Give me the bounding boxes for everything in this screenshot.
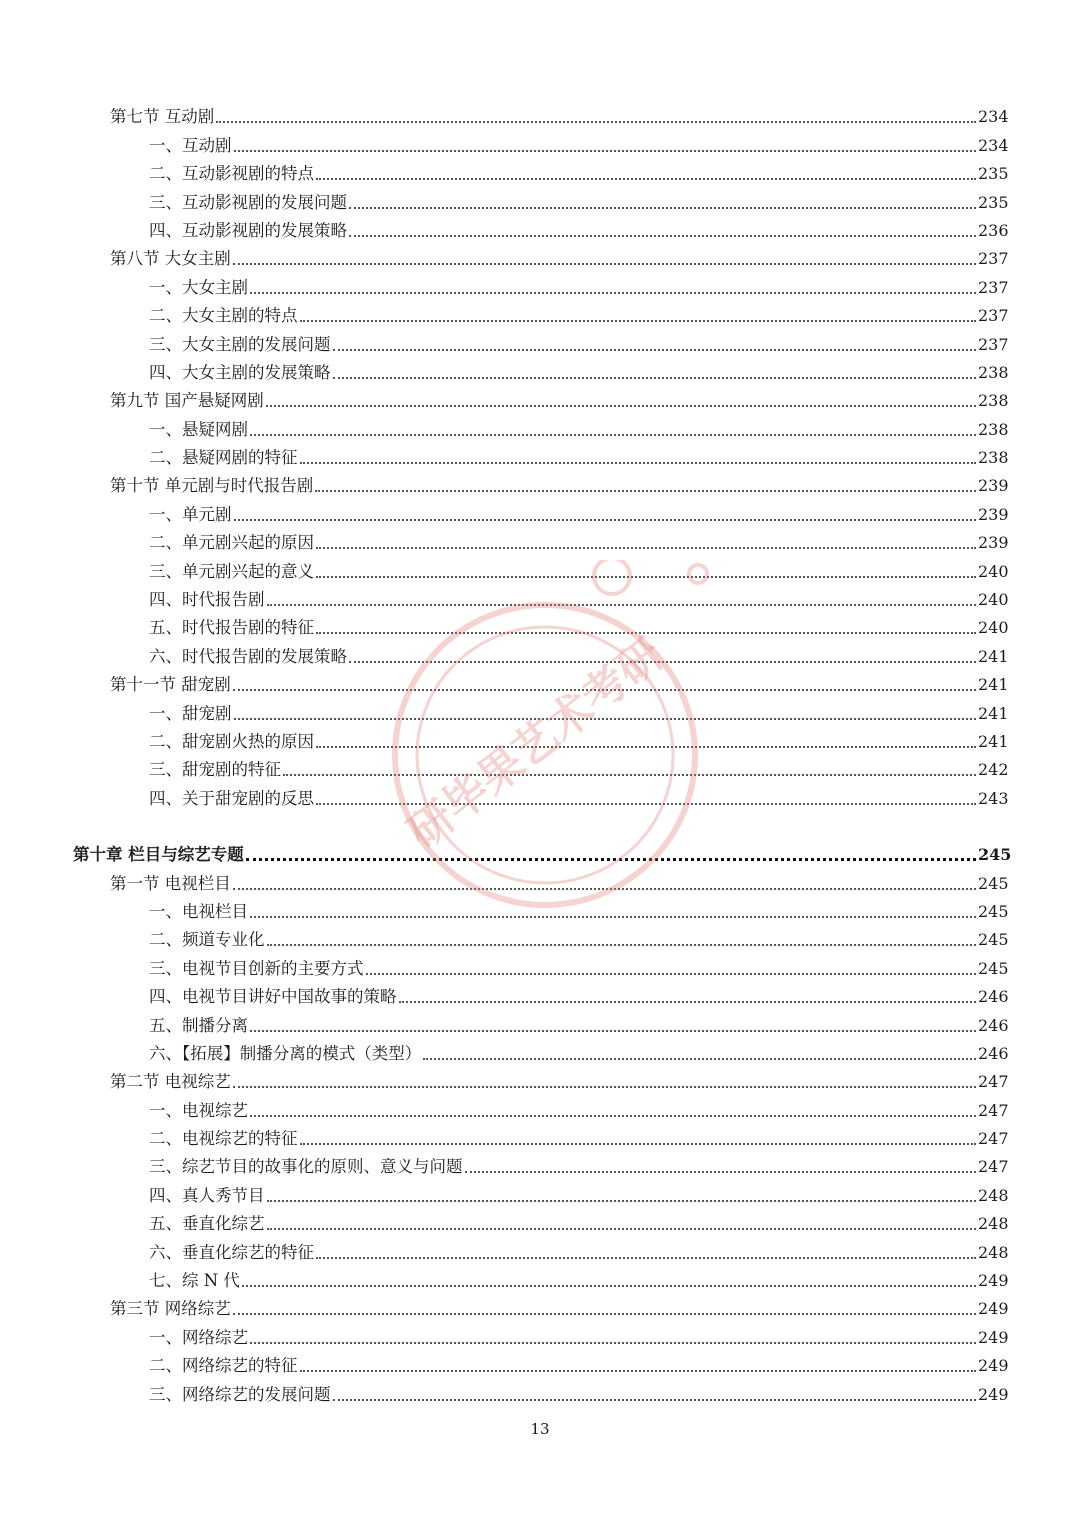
toc-entry-page: 235 — [978, 192, 1009, 212]
toc-entry-page: 234 — [978, 135, 1009, 155]
toc-entry-page: 237 — [978, 277, 1009, 297]
toc-subsection-row[interactable] — [0, 301, 1080, 329]
toc-subsection-row[interactable] — [0, 130, 1080, 158]
toc-entry-page: 247 — [978, 1129, 1009, 1149]
toc-entry-title: 六、垂直化综艺的特征 — [149, 1242, 314, 1262]
toc-subsection-row[interactable] — [0, 528, 1080, 556]
dot-leader — [267, 944, 977, 946]
dot-leader — [233, 689, 976, 691]
toc-entry-title: 七、综 N 代 — [149, 1271, 240, 1291]
toc-entry-title: 四、互动影视剧的发展策略 — [149, 220, 347, 240]
toc-entry-title: 五、垂直化综艺 — [149, 1214, 265, 1234]
dot-leader — [266, 405, 976, 407]
dot-leader — [300, 462, 977, 464]
toc-entry-page: 248 — [978, 1214, 1009, 1234]
toc-entry-title: 二、单元剧兴起的原因 — [149, 533, 314, 553]
toc-subsection-row[interactable] — [0, 1039, 1080, 1067]
toc-entry-page: 248 — [978, 1242, 1009, 1262]
toc-entry-title: 第七节 互动剧 — [110, 107, 215, 127]
dot-leader — [300, 1143, 977, 1145]
dot-leader — [349, 661, 976, 663]
toc-entry-title: 二、电视综艺的特征 — [149, 1129, 298, 1149]
toc-section-row[interactable] — [0, 1294, 1080, 1322]
dot-leader — [349, 207, 976, 209]
toc-section-row[interactable] — [0, 868, 1080, 896]
toc-entry-page: 249 — [978, 1384, 1009, 1404]
toc-subsection-row[interactable] — [0, 925, 1080, 953]
toc-entry-title: 五、制播分离 — [149, 1015, 248, 1035]
toc-entry-title: 第十章 栏目与综艺专题 — [73, 845, 244, 865]
dot-leader — [316, 632, 976, 634]
toc-subsection-row[interactable] — [0, 1010, 1080, 1038]
dot-leader — [316, 547, 976, 549]
table-of-contents — [0, 102, 1080, 1408]
toc-entry-title: 一、电视综艺 — [149, 1100, 248, 1120]
toc-entry-page: 249 — [978, 1299, 1009, 1319]
toc-subsection-row[interactable] — [0, 1095, 1080, 1123]
toc-entry-title: 二、大女主剧的特点 — [149, 306, 298, 326]
toc-entry-title: 第二节 电视综艺 — [110, 1072, 231, 1092]
dot-leader — [234, 150, 977, 152]
dot-leader — [316, 803, 976, 805]
dot-leader — [234, 718, 977, 720]
toc-entry-title: 三、网络综艺的发展问题 — [149, 1384, 331, 1404]
dot-leader — [233, 1086, 976, 1088]
toc-subsection-row[interactable] — [0, 641, 1080, 669]
toc-entry-title: 五、时代报告剧的特征 — [149, 618, 314, 638]
toc-subsection-row[interactable] — [0, 1351, 1080, 1379]
dot-leader — [250, 1030, 976, 1032]
dot-leader — [333, 349, 977, 351]
toc-entry-title: 二、甜宠剧火热的原因 — [149, 731, 314, 751]
toc-subsection-row[interactable] — [0, 727, 1080, 755]
dot-leader — [250, 292, 976, 294]
toc-entry-title: 三、单元剧兴起的意义 — [149, 561, 314, 581]
dot-leader — [423, 1058, 976, 1060]
toc-subsection-row[interactable] — [0, 982, 1080, 1010]
toc-subsection-row[interactable] — [0, 1266, 1080, 1294]
toc-entry-page: 234 — [978, 107, 1009, 127]
dot-leader — [366, 973, 977, 975]
toc-subsection-row[interactable] — [0, 1152, 1080, 1180]
toc-section-row[interactable] — [0, 386, 1080, 414]
toc-entry-page: 239 — [978, 533, 1009, 553]
toc-entry-page: 240 — [978, 590, 1009, 610]
toc-entry-title: 第三节 网络综艺 — [110, 1299, 231, 1319]
dot-leader — [349, 235, 976, 237]
dot-leader — [234, 519, 977, 521]
dot-leader — [250, 1115, 976, 1117]
toc-entry-page: 249 — [978, 1327, 1009, 1347]
toc-entry-page: 240 — [978, 618, 1009, 638]
toc-subsection-row[interactable] — [0, 358, 1080, 386]
dot-leader — [246, 858, 976, 861]
toc-entry-title: 四、时代报告剧 — [149, 590, 265, 610]
toc-entry-page: 241 — [978, 646, 1009, 666]
toc-entry-page: 245 — [978, 901, 1009, 921]
toc-section-row[interactable] — [0, 102, 1080, 130]
toc-entry-page: 239 — [978, 504, 1009, 524]
dot-leader — [267, 1228, 977, 1230]
dot-leader — [316, 178, 976, 180]
dot-leader — [316, 746, 976, 748]
toc-entry-title: 四、电视节目讲好中国故事的策略 — [149, 987, 397, 1007]
dot-leader — [316, 1257, 976, 1259]
dot-leader — [315, 490, 976, 492]
toc-entry-title: 六、【拓展】制播分离的模式（类型） — [149, 1043, 422, 1063]
toc-subsection-row[interactable] — [0, 613, 1080, 641]
toc-entry-page: 238 — [978, 362, 1009, 382]
toc-subsection-row[interactable] — [0, 272, 1080, 300]
toc-subsection-row[interactable] — [0, 1322, 1080, 1350]
toc-entry-title: 三、电视节目创新的主要方式 — [149, 958, 364, 978]
toc-entry-page: 236 — [978, 220, 1009, 240]
toc-subsection-row[interactable] — [0, 329, 1080, 357]
dot-leader — [267, 1200, 977, 1202]
toc-entry-page: 245 — [978, 845, 1012, 865]
dot-leader — [316, 576, 976, 578]
toc-entry-page: 237 — [978, 334, 1009, 354]
page-number: 13 — [530, 1420, 550, 1438]
toc-entry-page: 247 — [978, 1072, 1009, 1092]
toc-subsection-row[interactable] — [0, 1180, 1080, 1208]
toc-entry-title: 第十节 单元剧与时代报告剧 — [110, 476, 314, 496]
toc-entry-title: 四、真人秀节目 — [149, 1185, 265, 1205]
toc-entry-page: 241 — [978, 731, 1009, 751]
dot-leader — [300, 1370, 977, 1372]
toc-entry-page: 240 — [978, 561, 1009, 581]
toc-subsection-row[interactable] — [0, 755, 1080, 783]
watermark-text: 研毕果艺术考研 — [399, 628, 674, 859]
toc-subsection-row[interactable] — [0, 499, 1080, 527]
toc-entry-page: 238 — [978, 419, 1009, 439]
toc-entry-title: 二、悬疑网剧的特征 — [149, 448, 298, 468]
toc-subsection-row[interactable] — [0, 897, 1080, 925]
toc-entry-title: 第十一节 甜宠剧 — [110, 675, 231, 695]
toc-subsection-row[interactable] — [0, 783, 1080, 811]
toc-entry-page: 245 — [978, 930, 1009, 950]
toc-entry-title: 一、网络综艺 — [149, 1327, 248, 1347]
toc-entry-title: 二、互动影视剧的特点 — [149, 164, 314, 184]
toc-entry-title: 一、悬疑网剧 — [149, 419, 248, 439]
toc-entry-title: 三、综艺节目的故事化的原则、意义与问题 — [149, 1157, 463, 1177]
toc-subsection-row[interactable] — [0, 1379, 1080, 1407]
toc-entry-page: 249 — [978, 1271, 1009, 1291]
toc-subsection-row[interactable] — [0, 216, 1080, 244]
dot-leader — [216, 121, 976, 123]
toc-entry-title: 三、大女主剧的发展问题 — [149, 334, 331, 354]
toc-subsection-row[interactable] — [0, 953, 1080, 981]
toc-entry-page: 245 — [978, 873, 1009, 893]
dot-leader — [233, 888, 976, 890]
dot-leader — [465, 1171, 977, 1173]
toc-entry-page: 242 — [978, 760, 1009, 780]
toc-subsection-row[interactable] — [0, 1209, 1080, 1237]
dot-leader — [233, 263, 976, 265]
toc-entry-page: 248 — [978, 1185, 1009, 1205]
toc-section-row[interactable] — [0, 1067, 1080, 1095]
dot-leader — [242, 1285, 976, 1287]
toc-entry-page: 246 — [978, 987, 1009, 1007]
toc-entry-page: 246 — [978, 1043, 1009, 1063]
toc-chapter-row[interactable] — [0, 840, 1080, 868]
toc-entry-title: 一、甜宠剧 — [149, 703, 232, 723]
toc-entry-title: 第九节 国产悬疑网剧 — [110, 391, 264, 411]
toc-subsection-row[interactable] — [0, 443, 1080, 471]
toc-subsection-row[interactable] — [0, 585, 1080, 613]
toc-entry-page: 243 — [978, 788, 1009, 808]
toc-entry-page: 241 — [978, 703, 1009, 723]
toc-entry-page: 237 — [978, 306, 1009, 326]
toc-subsection-row[interactable] — [0, 187, 1080, 215]
dot-leader — [399, 1001, 977, 1003]
toc-entry-title: 四、大女主剧的发展策略 — [149, 362, 331, 382]
toc-entry-page: 237 — [978, 249, 1009, 269]
dot-leader — [250, 916, 976, 918]
toc-subsection-row[interactable] — [0, 698, 1080, 726]
toc-entry-title: 第八节 大女主剧 — [110, 249, 231, 269]
toc-entry-page: 247 — [978, 1157, 1009, 1177]
dot-leader — [333, 1399, 977, 1401]
toc-entry-page: 235 — [978, 164, 1009, 184]
toc-entry-title: 一、互动剧 — [149, 135, 232, 155]
toc-entry-title: 二、网络综艺的特征 — [149, 1356, 298, 1376]
toc-entry-page: 247 — [978, 1100, 1009, 1120]
toc-entry-page: 238 — [978, 391, 1009, 411]
dot-leader — [267, 604, 977, 606]
dot-leader — [250, 1342, 976, 1344]
toc-entry-title: 一、单元剧 — [149, 504, 232, 524]
toc-subsection-row[interactable] — [0, 1237, 1080, 1265]
toc-entry-title: 六、时代报告剧的发展策略 — [149, 646, 347, 666]
dot-leader — [283, 774, 976, 776]
toc-subsection-row[interactable] — [0, 556, 1080, 584]
toc-entry-title: 三、互动影视剧的发展问题 — [149, 192, 347, 212]
dot-leader — [233, 1313, 976, 1315]
dot-leader — [333, 377, 977, 379]
toc-subsection-row[interactable] — [0, 414, 1080, 442]
toc-entry-page: 239 — [978, 476, 1009, 496]
toc-section-row[interactable] — [0, 471, 1080, 499]
toc-section-row[interactable] — [0, 670, 1080, 698]
toc-entry-page: 238 — [978, 448, 1009, 468]
toc-entry-title: 三、甜宠剧的特征 — [149, 760, 281, 780]
toc-subsection-row[interactable] — [0, 1124, 1080, 1152]
toc-entry-page: 245 — [978, 958, 1009, 978]
toc-entry-title: 第一节 电视栏目 — [110, 873, 231, 893]
toc-entry-page: 246 — [978, 1015, 1009, 1035]
toc-section-row[interactable] — [0, 244, 1080, 272]
toc-entry-title: 一、大女主剧 — [149, 277, 248, 297]
toc-entry-title: 二、频道专业化 — [149, 930, 265, 950]
dot-leader — [250, 434, 976, 436]
toc-entry-page: 241 — [978, 675, 1009, 695]
toc-subsection-row[interactable] — [0, 159, 1080, 187]
toc-entry-title: 一、电视栏目 — [149, 901, 248, 921]
dot-leader — [300, 320, 977, 322]
toc-entry-page: 249 — [978, 1356, 1009, 1376]
toc-entry-title: 四、关于甜宠剧的反思 — [149, 788, 314, 808]
